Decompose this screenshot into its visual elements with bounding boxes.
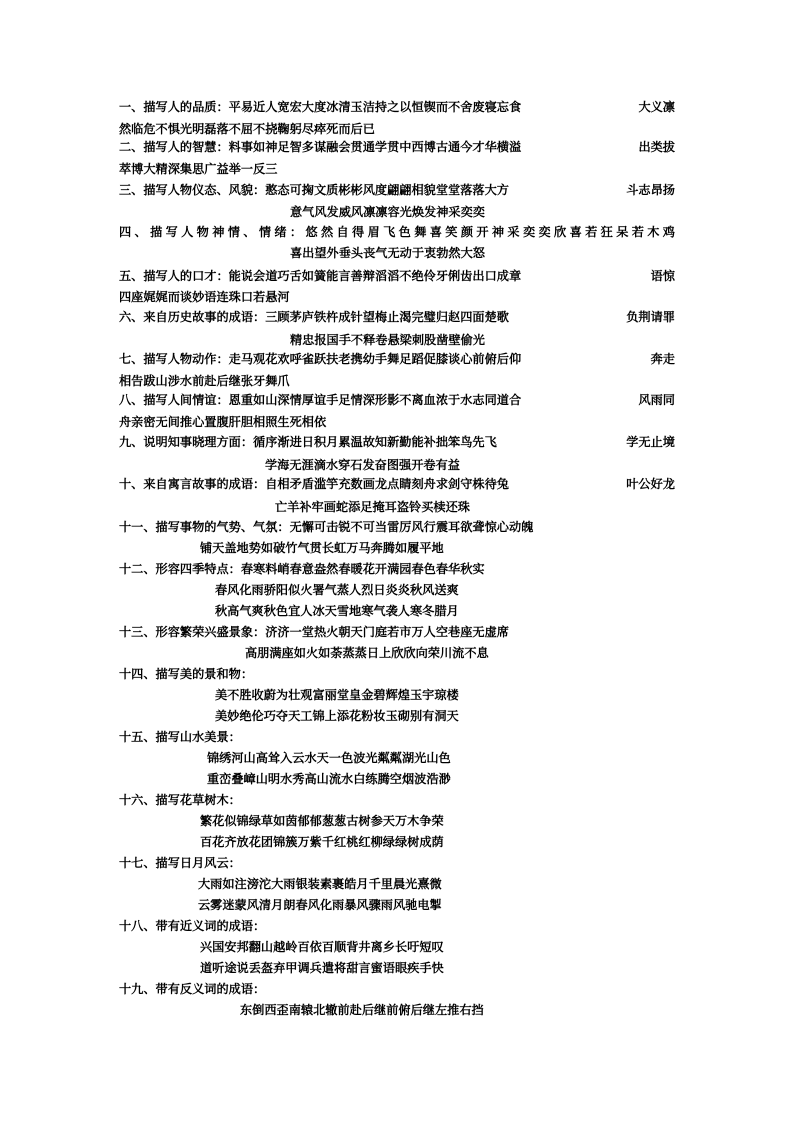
item-13-line-2: 高朋满座如火如荼蒸蒸日上欣欣向荣川流不息 (245, 646, 489, 660)
item-3-line-1: 三、描写人物仪态、风貌：憨态可掬文质彬彬风度翩翩相貌堂堂落落大方 斗志昂扬 (119, 183, 675, 197)
item-18-line-2: 道听途说丢盔弃甲调兵遣将甜言蜜语眼疾手快 (200, 961, 444, 975)
item-10-line-2: 亡羊补牢画蛇添足掩耳盗铃买椟还珠 (275, 500, 470, 514)
item-12-line-3: 秋高气爽秋色宜人冰天雪地寒气袭人寒冬腊月 (215, 604, 459, 618)
item-7-line-2: 相告跋山涉水前赴后继张牙舞爪 (119, 374, 290, 388)
item-19-line-1: 东倒西歪南辕北辙前赴后继前俯后继左推右挡 (240, 1003, 484, 1017)
item-18-heading: 十八、带有近义词的成语： (119, 919, 266, 933)
item-6-line-2: 精忠报国手不释卷悬梁刺股凿壁偷光 (290, 333, 485, 347)
item-4-line-1: 四、描写人物神情、情绪：悠然自得眉飞色舞喜笑颜开神采奕奕欣喜若狂呆若木鸡 (119, 225, 675, 239)
item-16-line-1: 繁花似锦绿草如茵郁郁葱葱古树参天万木争荣 (200, 814, 444, 828)
item-16-heading: 十六、描写花草树木： (119, 793, 241, 807)
item-18-line-1: 兴国安邦翻山越岭百依百顺背井离乡长吁短叹 (200, 940, 444, 954)
item-11-line-2: 铺天盖地势如破竹气贯长虹万马奔腾如履平地 (200, 541, 444, 555)
item-4-line-2: 喜出望外垂头丧气无动于衷勃然大怒 (290, 246, 485, 260)
item-11-line-1: 十一、描写事物的气势、气氛：无懈可击锐不可当雷厉风行震耳欲聋惊心动魄 (119, 520, 534, 534)
item-1-line-1: 一、描写人的品质：平易近人宽宏大度冰清玉洁持之以恒锲而不舍废寝忘食 大义凛 (119, 100, 675, 114)
item-7-line-1: 七、描写人物动作：走马观花欢呼雀跃扶老携幼手舞足蹈促膝谈心前俯后仰 奔走 (119, 352, 675, 366)
item-9-line-1: 九、说明知事晓理方面：循序渐进日积月累温故知新勤能补拙笨鸟先飞 学无止境 (119, 435, 675, 449)
item-5-line-2: 四座娓娓而谈妙语连珠口若悬河 (119, 290, 290, 304)
item-9-line-2: 学海无涯滴水穿石发奋图强开卷有益 (265, 458, 460, 472)
item-17-heading: 十七、描写日月风云： (119, 856, 241, 870)
item-15-line-1: 锦绣河山高耸入云水天一色波光粼粼湖光山色 (207, 751, 451, 765)
item-15-line-2: 重峦叠嶂山明水秀高山流水白练腾空烟波浩渺 (207, 772, 451, 786)
item-13-line-1: 十三、形容繁荣兴盛景象：济济一堂热火朝天门庭若市万人空巷座无虚席 (119, 625, 509, 639)
item-12-line-2: 春风化雨骄阳似火署气蒸人烈日炎炎秋风送爽 (215, 583, 459, 597)
item-14-line-1: 美不胜收蔚为壮观富丽堂皇金碧辉煌玉宇琼楼 (215, 688, 459, 702)
item-1-line-2: 然临危不惧光明磊落不屈不挠鞠躬尽瘁死而后已 (119, 122, 375, 136)
item-10-line-1: 十、来自寓言故事的成语：自相矛盾滥竽充数画龙点睛刻舟求剑守株待兔 叶公好龙 (119, 477, 675, 491)
item-8-line-2: 舟亲密无间推心置腹肝胆相照生死相依 (119, 415, 327, 429)
item-6-line-1: 六、来自历史故事的成语：三顾茅庐铁杵成针望梅止渴完璧归赵四面楚歌 负荆请罪 (119, 310, 675, 324)
item-5-line-1: 五、描写人的口才：能说会道巧舌如簧能言善辩滔滔不绝伶牙俐齿出口成章 语惊 (119, 269, 675, 283)
item-2-line-1: 二、描写人的智慧：料事如神足智多谋融会贯通学贯中西博古通今才华横溢 出类拔 (119, 140, 675, 154)
item-19-heading: 十九、带有反义词的成语： (119, 982, 266, 996)
item-14-line-2: 美妙绝伦巧夺天工锦上添花粉妆玉砌别有洞天 (215, 709, 459, 723)
item-16-line-2: 百花齐放花团锦簇万紫千红桃红柳绿绿树成荫 (200, 835, 444, 849)
item-2-line-2: 萃博大精深集思广益举一反三 (119, 162, 278, 176)
item-17-line-1: 大雨如注滂沱大雨银装素裹皓月千里晨光熹微 (198, 877, 442, 891)
item-3-line-2: 意气风发威风凛凛容光焕发神采奕奕 (290, 205, 485, 219)
item-12-line-1: 十二、形容四季特点：春寒料峭春意盎然春暖花开满园春色春华秋实 (119, 562, 485, 576)
item-17-line-2: 云雾迷蒙风清月朗春风化雨暴风骤雨风驰电掣 (198, 898, 442, 912)
item-14-heading: 十四、描写美的景和物： (119, 667, 254, 681)
item-8-line-1: 八、描写人间情谊：恩重如山深情厚谊手足情深形影不离血浓于水志同道合 风雨同 (119, 393, 675, 407)
item-15-heading: 十五、描写山水美景： (119, 730, 241, 744)
